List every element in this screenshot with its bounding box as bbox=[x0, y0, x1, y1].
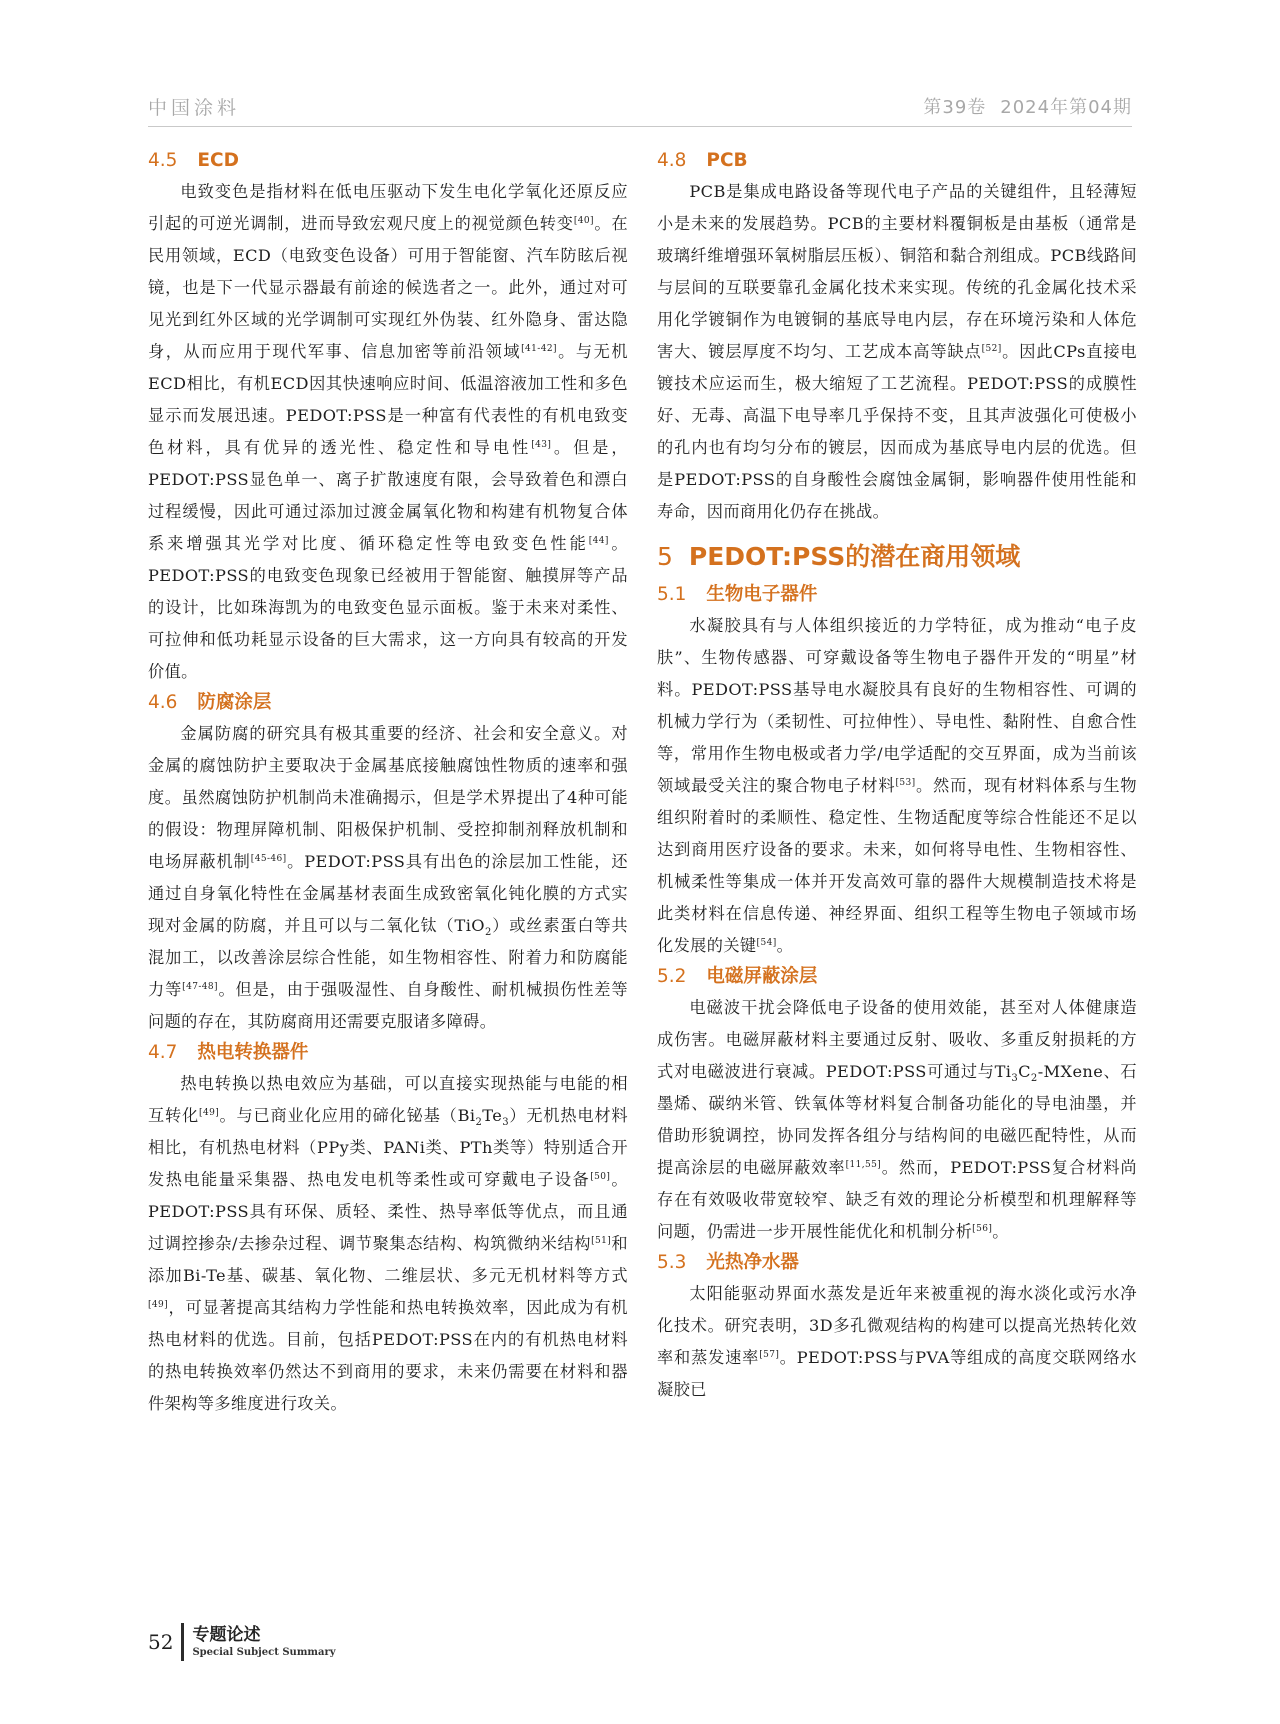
left-column bbox=[148, 146, 628, 1420]
section-title: 光热净水器 bbox=[706, 1252, 799, 1273]
right-column bbox=[657, 146, 1137, 1406]
section-number: 4.8 bbox=[657, 150, 687, 171]
text-run: 和添加Bi-Te基、碳基、氧化物、二维层状、多元无机材料等方式 bbox=[148, 1234, 628, 1285]
text-run: 金属防腐的研究具有极其重要的经济、社会和安全意义。对金属的腐蚀防护主要取决于金属基底接触腐蚀性物质的速率和强度。虽然腐蚀防护机制尚未准确揭示，但是学术界提出了4种可能的假设：物理屏障机制、阳极保护机制、受控抑制剂释放机制和电场屏蔽机制 bbox=[148, 724, 628, 871]
citation: [47-48] bbox=[182, 982, 218, 992]
text-run: 电磁波干扰会降低电子设备的使用效能，甚至对人体健康造成伤害。电磁屏蔽材料主要通过反射、吸收、多重反射损耗的方式对电磁波进行衰减。PEDOT:PSS可通过与Ti bbox=[657, 998, 1137, 1081]
paragraph-solar-water bbox=[657, 1278, 1137, 1406]
paragraph-pcb bbox=[657, 176, 1137, 528]
citation: [41-42] bbox=[521, 344, 557, 354]
section-heading-5-1 bbox=[657, 580, 1137, 610]
citation: [11,55] bbox=[845, 1160, 882, 1170]
issue-info bbox=[923, 93, 1132, 119]
citation: [52] bbox=[981, 344, 1002, 354]
text-run: 水凝胶具有与人体组织接近的力学特征，成为推动“电子皮肤”、生物传感器、可穿戴设备等生物电子器件开发的“明星”材料。PEDOT:PSS基导电水凝胶具有良好的生物相容性、可调的机械力学行为（柔韧性、可拉伸性）、导电性、黏附性、自愈合性等，常用作生物电极或者力学/电学适配的交互界面，成为当前该领域最受关注的聚合物电子材料 bbox=[657, 616, 1137, 795]
text-run: 。但是，PEDOT:PSS显色单一、离子扩散速度有限，会导致着色和漂白过程缓慢，因此可通过添加过渡金属氧化物和构建有机物复合体系来增强其光学对比度、循环稳定性等电致变色性能 bbox=[148, 438, 628, 553]
section-number: 4.7 bbox=[148, 1042, 178, 1063]
page-footer bbox=[148, 1620, 336, 1664]
text-run: 。 bbox=[992, 1222, 1009, 1241]
citation: [50] bbox=[590, 1172, 611, 1182]
text-run: 电致变色是指材料在低电压驱动下发生电化学氧化还原反应引起的可逆光调制，进而导致宏观尺度上的视觉颜色转变 bbox=[148, 182, 628, 233]
text-run: 太阳能驱动界面水蒸发是近年来被重视的海水淡化或污水净化技术。研究表明，3D多孔微观结构的构建可以提高光热转化效率和蒸发速率 bbox=[657, 1284, 1137, 1367]
citation: [56] bbox=[972, 1224, 993, 1234]
paragraph-anticorrosion bbox=[148, 718, 628, 1038]
section-heading-5-2 bbox=[657, 962, 1137, 992]
text-run: 。然而，PEDOT:PSS复合材料尚存在有效吸收带宽较窄、缺乏有效的理论分析模型和机理解释等问题，仍需进一步开展性能优化和机制分析 bbox=[657, 1158, 1137, 1241]
citation: [43] bbox=[531, 440, 552, 450]
text-run: 。PEDOT:PSS与PVA等组成的高度交联网络水凝胶已 bbox=[657, 1348, 1137, 1399]
citation: [53] bbox=[895, 778, 916, 788]
citation: [44] bbox=[588, 536, 609, 546]
text-run: 。PEDOT:PSS具有出色的涂层加工性能，还通过自身氧化特性在金属基材表面生成致密氧化钝化膜的方式实现对金属的防腐，并且可以与二氧化钛（TiO bbox=[148, 852, 628, 935]
text-run: ，可显著提高其结构力学性能和热电转换效率，因此成为有机热电材料的优选。目前，包括PEDOT:PSS在内的有机热电材料的热电转换效率仍然达不到商用的要求，未来仍需要在材料和器件架构等多维度进行攻关。 bbox=[148, 1298, 628, 1413]
issue-label: 2024年第04期 bbox=[1000, 97, 1132, 118]
column-title-en: Special Subject Summary bbox=[192, 1647, 336, 1658]
subscript: 2 bbox=[484, 927, 492, 939]
section-title: 防腐涂层 bbox=[197, 692, 272, 713]
section-number: 5.1 bbox=[657, 584, 687, 605]
footer-divider bbox=[181, 1623, 184, 1661]
citation: [49] bbox=[199, 1108, 220, 1118]
section-number: 5 bbox=[657, 542, 673, 571]
text-run: 。 bbox=[776, 936, 794, 955]
section-title: 生物电子器件 bbox=[706, 584, 818, 605]
volume-label: 第39卷 bbox=[923, 97, 987, 118]
section-heading-5-3 bbox=[657, 1248, 1137, 1278]
section-number: 5.2 bbox=[657, 966, 687, 987]
citation: [40] bbox=[573, 216, 594, 226]
section-title: 热电转换器件 bbox=[197, 1042, 309, 1063]
subscript: 3 bbox=[1011, 1073, 1019, 1085]
text-run: ）或丝素蛋白等共混加工，以改善涂层综合性能，如生物相容性、附着力和防腐能力等 bbox=[148, 916, 628, 999]
citation: [54] bbox=[756, 938, 777, 948]
column-title-cn: 专题论述 bbox=[192, 1625, 261, 1645]
text-run: ）无机热电材料相比，有机热电材料（PPy类、PANi类、PTh类等）特别适合开发热电能量采集器、热电发电机等柔性或可穿戴电子设备 bbox=[148, 1106, 628, 1189]
section-title: PEDOT:PSS的潜在商用领域 bbox=[688, 542, 1021, 571]
text-run: 。然而，现有材料体系与生物组织附着时的柔顺性、稳定性、生物适配度等综合性能还不足以达到商用医疗设备的要求。未来，如何将导电性、生物相容性、机械柔性等集成一体并开发高效可靠的器件大规模制造技术将是此类材料在信息传递、神经界面、组织工程等生物电子领域市场化发展的关键 bbox=[657, 776, 1137, 955]
text-run: 。但是，由于强吸湿性、自身酸性、耐机械损伤性差等问题的存在，其防腐商用还需要克服诸多障碍。 bbox=[148, 980, 628, 1031]
text-run: 。PEDOT:PSS具有环保、质轻、柔性、热导率低等优点，而且通过调控掺杂/去掺杂过程、调节聚集态结构、构筑微纳米结构 bbox=[148, 1170, 629, 1253]
paragraph-bioelectronics bbox=[657, 610, 1137, 962]
column-title bbox=[192, 1624, 335, 1660]
citation: [57] bbox=[759, 1350, 780, 1360]
text-run: 热电转换以热电效应为基础，可以直接实现热能与电能的相互转化 bbox=[148, 1074, 628, 1125]
section-heading-4-7 bbox=[148, 1038, 628, 1068]
section-number: 5.3 bbox=[657, 1252, 687, 1273]
subscript: 2 bbox=[1030, 1073, 1038, 1085]
section-heading-4-8 bbox=[657, 146, 1137, 176]
citation: [49] bbox=[148, 1300, 169, 1310]
subscript: 2 bbox=[475, 1117, 483, 1129]
paragraph-emi-shielding bbox=[657, 992, 1137, 1248]
text-run: 。PEDOT:PSS的电致变色现象已经被用于智能窗、触摸屏等产品的设计，比如珠海凯为的电致变色显示面板。鉴于未来对柔性、可拉伸和低功耗显示设备的巨大需求，这一方向具有较高的开发价值。 bbox=[148, 534, 628, 681]
page-number: 52 bbox=[148, 1630, 174, 1654]
section-heading-4-5 bbox=[148, 146, 628, 176]
section-number: 4.5 bbox=[148, 150, 178, 171]
text-run: C bbox=[1018, 1062, 1031, 1081]
text-run: 。与无机ECD相比，有机ECD因其快速响应时间、低温溶液加工性和多色显示而发展迅速。PEDOT:PSS是一种富有代表性的有机电致变色材料，具有优异的透光性、稳定性和导电性 bbox=[148, 342, 628, 457]
text-run: 。因此CPs直接电镀技术应运而生，极大缩短了工艺流程。PEDOT:PSS的成膜性好、无毒、高温下电导率几乎保持不变，且其声波强化可使极小的孔内也有均匀分布的镀层，因而成为基底导电内层的优选。但是PEDOT:PSS的自身酸性会腐蚀金属铜，影响器件使用性能和寿命，因而商用化仍存在挑战。 bbox=[657, 342, 1137, 521]
citation: [51] bbox=[591, 1236, 612, 1246]
section-number: 4.6 bbox=[148, 692, 178, 713]
text-run: Te bbox=[482, 1106, 503, 1125]
section-title: 电磁屏蔽涂层 bbox=[706, 966, 818, 987]
section-title: PCB bbox=[706, 150, 748, 171]
paragraph-thermoelectric bbox=[148, 1068, 628, 1420]
running-header bbox=[148, 86, 1132, 127]
paragraph-ecd bbox=[148, 176, 628, 688]
text-run: -MXene、石墨烯、碳纳米管、铁氧体等材料复合制备功能化的导电油墨，并借助形貌调控，协同发挥各组分与结构间的电磁匹配特性，从而提高涂层的电磁屏蔽效率 bbox=[657, 1062, 1137, 1177]
section-heading-4-6 bbox=[148, 688, 628, 718]
section-title: ECD bbox=[197, 150, 239, 171]
text-run: PCB是集成电路设备等现代电子产品的关键组件，且轻薄短小是未来的发展趋势。PCB的主要材料覆铜板是由基板（通常是玻璃纤维增强环氧树脂层压板）、铜箔和黏合剂组成。PCB线路间与层间的互联要靠孔金属化技术来实现。传统的孔金属化技术采用化学镀铜作为电镀铜的基底导电内层，存在环境污染和人体危害大、镀层厚度不均匀、工艺成本高等缺点 bbox=[657, 182, 1137, 361]
citation: [45-46] bbox=[250, 854, 287, 864]
subscript: 3 bbox=[502, 1117, 509, 1129]
text-run: 。与已商业化应用的碲化铋基（Bi bbox=[219, 1106, 476, 1125]
journal-name: 中国涂料 bbox=[148, 96, 241, 119]
section-heading-5 bbox=[657, 534, 1137, 580]
text-run: 。在民用领域，ECD（电致变色设备）可用于智能窗、汽车防眩后视镜，也是下一代显示器最有前途的候选者之一。此外，通过对可见光到红外区域的光学调制可实现红外伪装、红外隐身、雷达隐身，从而应用于现代军事、信息加密等前沿领域 bbox=[148, 214, 628, 361]
